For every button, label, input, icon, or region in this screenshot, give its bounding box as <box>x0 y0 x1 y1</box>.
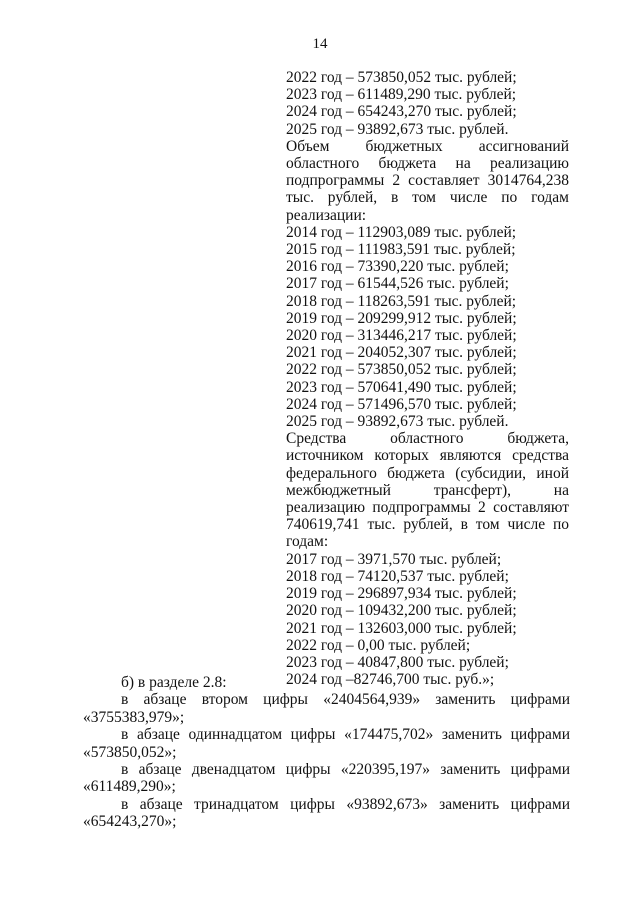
list-item: 2022 год – 0,00 тыс. рублей; <box>286 636 471 654</box>
federal-funds-by-year-list <box>286 551 569 689</box>
list-item: 2025 год – 93892,673 тыс. рублей. <box>286 120 509 138</box>
amendment-item: в абзаце втором цифры «2404564,939» заменить цифрами «3755383,979»; <box>83 691 570 726</box>
list-item: 2021 год – 132603,000 тыс. рублей; <box>286 619 517 637</box>
list-item: 2022 год – 573850,052 тыс. рублей; <box>286 69 517 86</box>
right-column <box>286 69 569 688</box>
list-item: 2017 год – 61544,526 тыс. рублей; <box>286 275 509 293</box>
list-item: 2025 год – 93892,673 тыс. рублей. <box>286 413 509 431</box>
amendment-item: в абзаце одиннадцатом цифры «174475,702» заменить цифрами «573850,052»; <box>83 726 570 761</box>
list-item: 2023 год – 40847,800 тыс. рублей; <box>286 653 509 671</box>
list-item: 2018 год – 118263,591 тыс. рублей; <box>286 292 517 310</box>
list-item: 2015 год – 111983,591 тыс. рублей; <box>286 241 516 259</box>
list-item: 2016 год – 73390,220 тыс. рублей; <box>286 258 509 276</box>
list-item: 2020 год – 313446,217 тыс. рублей; <box>286 327 517 345</box>
list-item: 2020 год – 109432,200 тыс. рублей; <box>286 602 517 620</box>
list-item: 2024 год – 654243,270 тыс. рублей; <box>286 103 517 121</box>
list-item: 2023 год – 570641,490 тыс. рублей; <box>286 378 517 396</box>
list-item: 2021 год – 204052,307 тыс. рублей; <box>286 344 517 362</box>
list-item: 2023 год – 611489,290 тыс. рублей; <box>286 86 517 104</box>
subprogram-2-volume-paragraph: Объем бюджетных ассигнований областного бюджета на реализацию подпрограммы 2 составляет 3014764,238 тыс. рублей, в том числе по годам реализации: <box>286 137 569 224</box>
list-item: 2024 год – 571496,570 тыс. рублей; <box>286 395 517 413</box>
list-item: 2019 год – 209299,912 тыс. рублей; <box>286 309 517 327</box>
section-amendments <box>83 674 570 831</box>
list-item: 2022 год – 573850,052 тыс. рублей; <box>286 361 517 379</box>
funding-by-year-list <box>286 224 569 430</box>
section-heading: б) в разделе 2.8: <box>121 674 227 691</box>
list-item: 2018 год – 74120,537 тыс. рублей; <box>286 567 509 585</box>
page-number: 14 <box>312 36 328 52</box>
list-item: 2024 год –82746,700 тыс. руб.»; <box>286 671 495 689</box>
funding-2022-2025-list <box>286 69 569 138</box>
list-item: 2014 год – 112903,089 тыс. рублей; <box>286 223 517 241</box>
federal-funds-paragraph: Средства областного бюджета, источником которых являются средства федерального бюджета (субсидии, иной межбюджетный трансферт), на реализацию подпрограммы 2 составляют 740619,741 тыс. рублей, в том числе по годам: <box>286 430 569 551</box>
amendment-item: в абзаце тринадцатом цифры «93892,673» заменить цифрами «654243,270»; <box>83 795 570 831</box>
amendment-item: в абзаце двенадцатом цифры «220395,197» заменить цифрами «611489,290»; <box>83 761 570 796</box>
list-item: 2017 год – 3971,570 тыс. рублей; <box>286 550 502 568</box>
list-item: 2019 год – 296897,934 тыс. рублей; <box>286 585 517 603</box>
